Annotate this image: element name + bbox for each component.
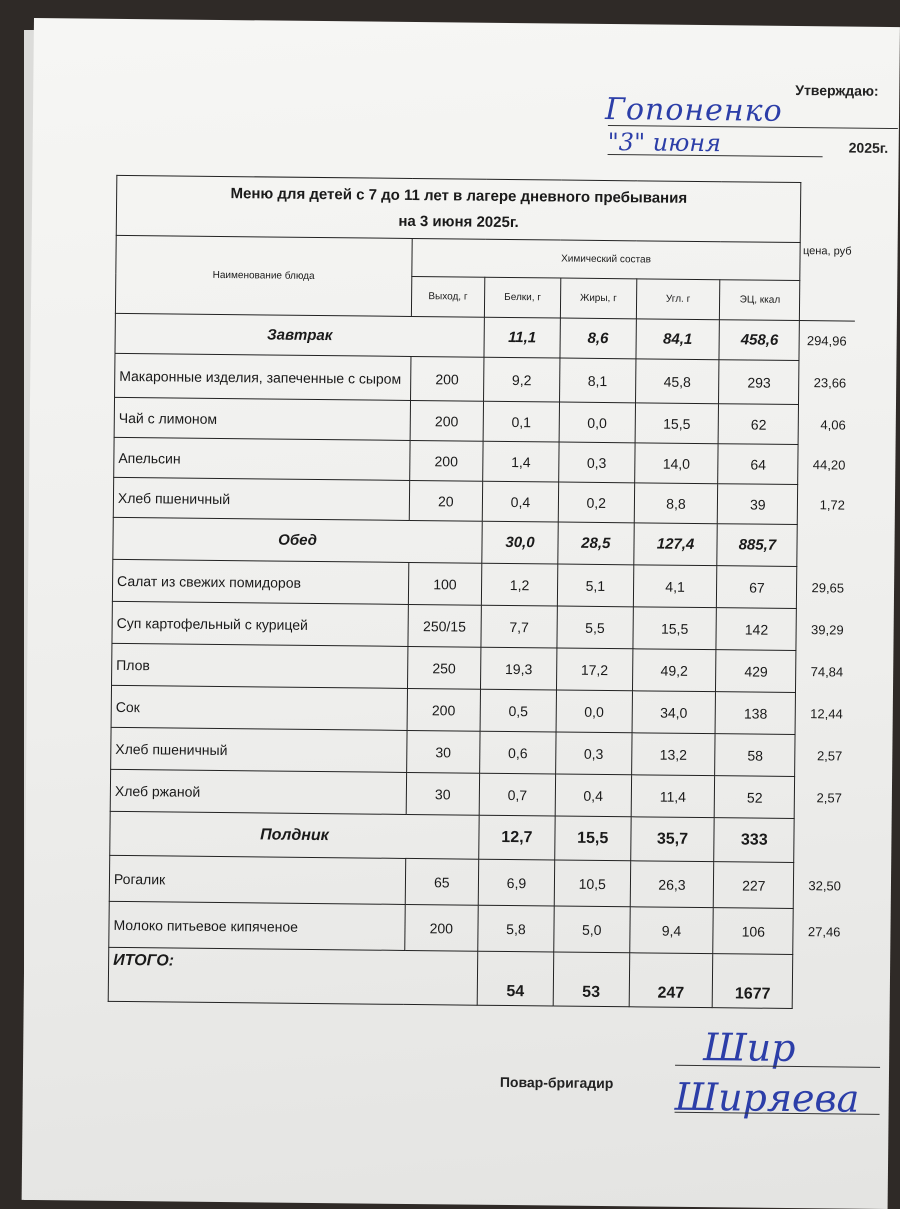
price-column-header: [800, 183, 857, 322]
dish-name: Хлеб пшеничный: [113, 477, 409, 520]
total-energy: 1677: [713, 954, 794, 1009]
dish-price: 29,65: [811, 580, 845, 596]
dish-carb: 26,3: [630, 861, 714, 908]
menu-title: [116, 175, 801, 242]
menu-sheet: [22, 18, 900, 1209]
col-energy: ЭЦ, ккал: [720, 280, 800, 321]
dish-price: 1,72: [819, 497, 846, 513]
dish-price: 2,57: [816, 748, 843, 764]
dish-fat: 0,4: [555, 774, 631, 817]
dish-fat: 0,2: [558, 482, 634, 523]
dish-carb: 15,5: [633, 607, 717, 650]
dish-name: Молоко питьевое кипяченое: [109, 901, 405, 950]
dish-protein: 0,7: [479, 773, 555, 816]
dish-yield: 100: [408, 562, 482, 605]
col-chem: Химический состав: [411, 238, 800, 280]
col-protein: Белки, г: [484, 277, 560, 318]
dish-carb: 49,2: [632, 649, 716, 692]
dish-name: Макаронные изделия, запеченные с сыром: [115, 353, 411, 400]
dish-energy: 52: [715, 776, 795, 819]
dish-protein: 7,7: [481, 605, 557, 648]
dish-carb: 15,5: [635, 403, 719, 444]
dish-protein: 1,4: [483, 441, 559, 482]
dish-protein: 0,1: [483, 401, 559, 442]
section-carb: 127,4: [634, 523, 718, 566]
dish-yield: 250: [407, 646, 481, 689]
section-protein: 12,7: [479, 815, 555, 860]
dish-protein: 5,8: [478, 905, 554, 952]
section-price: [797, 525, 853, 568]
dish-carb: 34,0: [632, 691, 716, 734]
section-protein: 30,0: [482, 521, 558, 564]
dish-fat: 0,0: [556, 690, 632, 733]
total-carb: 247: [629, 953, 713, 1008]
dish-protein: 9,2: [484, 357, 560, 402]
section-energy: 885,7: [717, 524, 797, 567]
section-carb: 84,1: [636, 319, 720, 360]
dish-carb: 45,8: [635, 359, 719, 404]
dish-energy: 58: [715, 734, 795, 777]
section-row: [110, 811, 850, 863]
section-price: [794, 819, 850, 864]
total-protein: 54: [477, 951, 553, 1006]
section-protein: 11,1: [484, 317, 560, 358]
total-row: [108, 947, 848, 1009]
dish-fat: 0,3: [556, 732, 632, 775]
section-fat: 15,5: [555, 816, 631, 861]
dish-protein: 0,4: [482, 481, 558, 522]
dish-energy: 429: [716, 650, 796, 693]
menu-title-line2: на 3 июня 2025г.: [398, 212, 519, 231]
dish-yield: 200: [410, 400, 484, 441]
table-row: [109, 901, 849, 955]
dish-energy: 227: [714, 862, 795, 909]
col-carb: Угл. г: [636, 279, 720, 320]
chef-signature: Шир: [703, 1025, 796, 1071]
dish-carb: 9,4: [629, 907, 713, 954]
col-yield: Выход, г: [411, 276, 485, 317]
dish-price: 74,84: [810, 664, 844, 680]
section-name: Обед: [113, 517, 482, 563]
section-name: Полдник: [110, 811, 480, 859]
total-price-empty: [793, 955, 849, 1010]
dish-energy: 142: [716, 608, 796, 651]
dish-fat: 5,1: [557, 564, 633, 607]
dish-protein: 6,9: [478, 859, 554, 906]
section-price: 294,96: [806, 333, 847, 349]
dish-name: Апельсин: [114, 437, 410, 480]
col-dish: Наименование блюда: [115, 235, 411, 316]
total-label: ИТОГО:: [108, 947, 478, 1005]
dish-carb: 8,8: [634, 483, 718, 524]
dish-yield: 20: [409, 480, 483, 521]
dish-name: Хлеб пшеничный: [111, 727, 407, 772]
dish-energy: 64: [718, 444, 798, 485]
dish-carb: 14,0: [634, 443, 718, 484]
dish-yield: 200: [409, 440, 483, 481]
table-row: [115, 353, 855, 405]
total-fat: 53: [553, 952, 629, 1007]
dish-price: 44,20: [812, 457, 846, 473]
dish-fat: 17,2: [556, 648, 632, 691]
chef-label: Повар-бригадир: [499, 1073, 614, 1092]
dish-energy: 138: [715, 692, 795, 735]
dish-yield: 250/15: [408, 604, 482, 647]
dish-yield: 200: [407, 688, 481, 731]
approve-signature: Гопоненко: [604, 91, 783, 129]
col-price: цена, руб: [802, 245, 852, 258]
dish-yield: 30: [406, 730, 480, 773]
menu-title-line1: Меню для детей с 7 до 11 лет в лагере дневного пребывания: [230, 184, 688, 207]
dish-fat: 0,3: [559, 442, 635, 483]
dish-energy: 106: [713, 908, 794, 955]
dish-protein: 0,6: [480, 731, 556, 774]
dish-protein: 1,2: [481, 563, 557, 606]
approve-label: Утверждаю:: [795, 81, 879, 99]
dish-energy: 62: [718, 404, 798, 445]
dish-name: Чай с лимоном: [114, 397, 410, 440]
dish-fat: 0,0: [559, 402, 635, 443]
dish-name: Суп картофельный с курицей: [112, 601, 408, 646]
dish-yield: 65: [405, 858, 479, 905]
dish-yield: 200: [404, 904, 478, 951]
section-energy: 458,6: [719, 320, 799, 361]
dish-yield: 30: [406, 772, 480, 815]
dish-price: 4,06: [820, 417, 846, 433]
section-energy: 333: [714, 818, 795, 863]
section-fat: 8,6: [560, 318, 636, 359]
dish-energy: 293: [719, 360, 800, 405]
section-fat: 28,5: [558, 522, 634, 565]
section-name: Завтрак: [115, 313, 484, 357]
section-carb: 35,7: [630, 817, 714, 862]
dish-carb: 4,1: [633, 565, 717, 608]
dish-name: Хлеб ржаной: [110, 769, 406, 814]
dish-carb: 11,4: [631, 775, 715, 818]
dish-protein: 0,5: [480, 689, 556, 732]
dish-fat: 5,0: [554, 906, 630, 953]
approve-date: "3" июня: [607, 128, 722, 158]
dish-energy: 39: [718, 484, 798, 525]
dish-fat: 8,1: [559, 358, 635, 403]
dish-price: 32,50: [808, 878, 842, 894]
dish-yield: 200: [410, 356, 484, 401]
col-fat: Жиры, г: [560, 278, 636, 319]
dish-name: Плов: [112, 643, 408, 688]
dish-price: 27,46: [807, 924, 841, 940]
dish-carb: 13,2: [631, 733, 715, 776]
dish-name: Сок: [111, 685, 407, 730]
dish-price: 39,29: [811, 622, 844, 638]
table-row: [109, 855, 849, 909]
dish-price: 2,57: [816, 790, 842, 806]
chef-handwritten-name: Ширяева: [674, 1074, 860, 1121]
dish-fat: 5,5: [557, 606, 633, 649]
dish-price: 23,66: [813, 375, 847, 391]
approve-year: 2025г.: [848, 139, 889, 156]
dish-name: Салат из свежих помидоров: [112, 559, 408, 604]
dish-name: Рогалик: [109, 855, 405, 904]
dish-protein: 19,3: [481, 647, 557, 690]
dish-price: 12,44: [810, 706, 843, 722]
menu-table: [108, 175, 857, 1010]
dish-fat: 10,5: [554, 860, 630, 907]
dish-energy: 67: [717, 566, 797, 609]
